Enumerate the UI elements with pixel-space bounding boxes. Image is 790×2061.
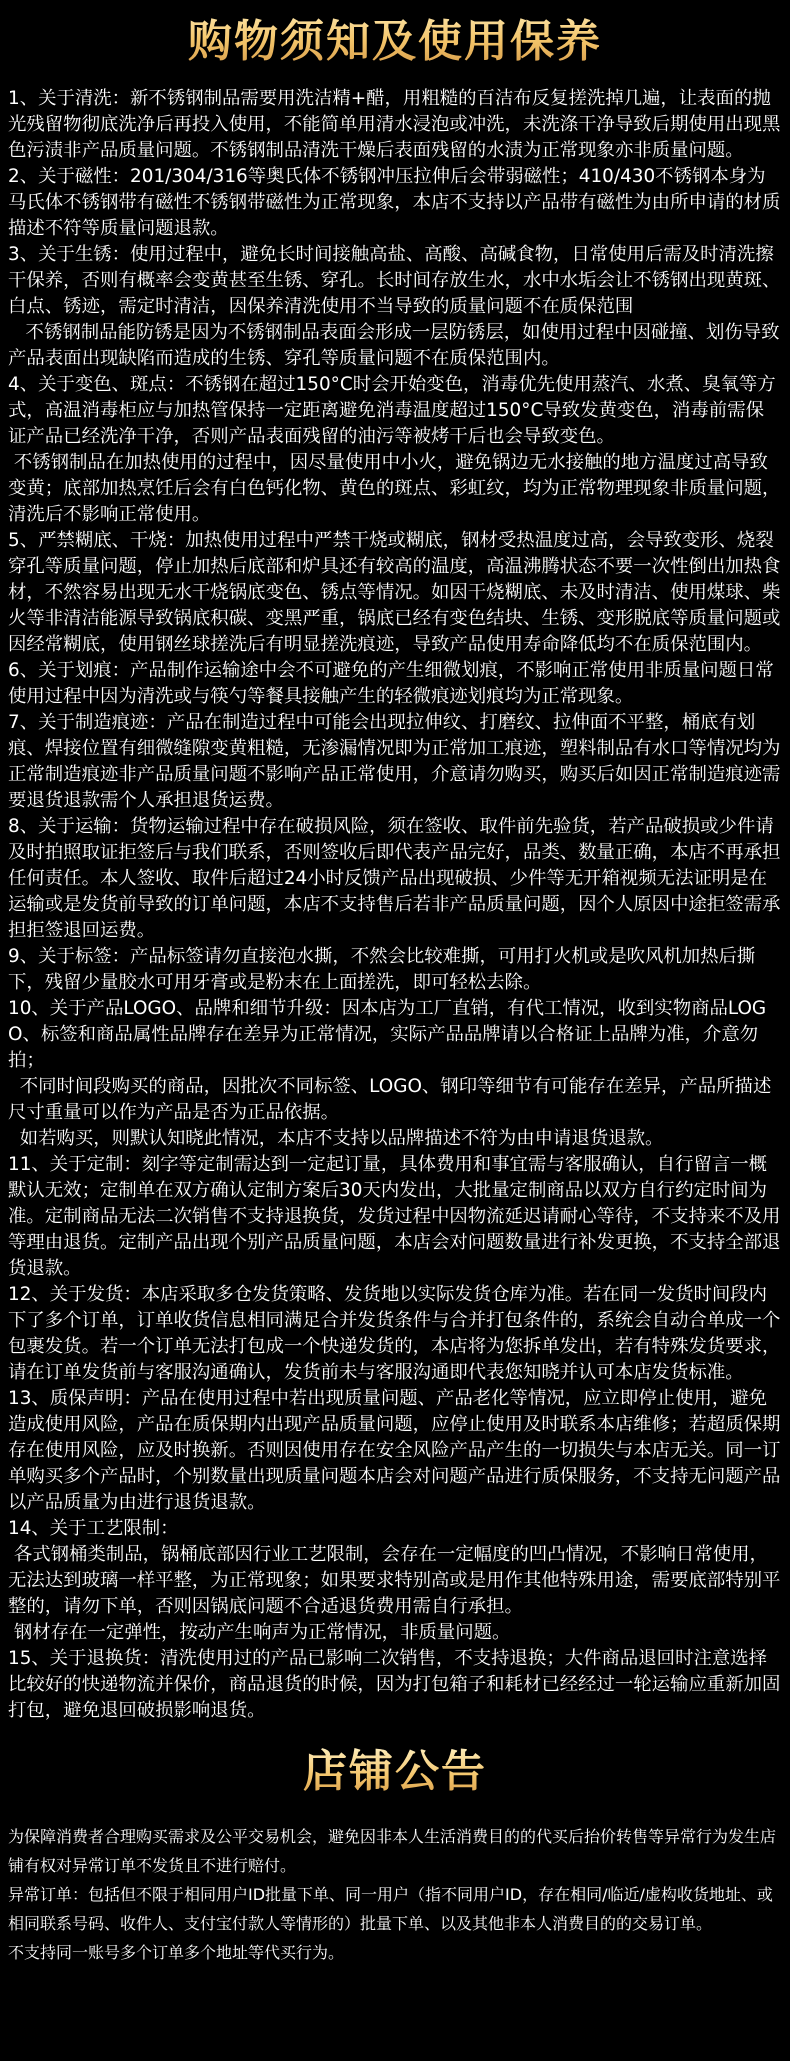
rule-item: 2、关于磁性：201/304/316等奥氏体不锈钢冲压拉伸后会带弱磁性；410/430不锈钢本身为马氏体不锈钢带有磁性不锈钢带磁性为正常现象，本店不支持以产品带有磁性为由所申请的材质描述不符等质量问题退款。 bbox=[8, 166, 781, 239]
rule-item: 6、关于划痕：产品制作运输途中会不可避免的产生细微划痕，不影响正常使用非质量问题日常使用过程中因为清洗或与筷勺等餐具接触产生的轻微痕迹划痕均为正常现象。 bbox=[8, 660, 774, 707]
rule-item: 9、关于标签：产品标签请勿直接泡水撕，不然会比较难撕，可用打火机或是吹风机加热后撕下，残留少量胶水可用牙膏或是粉末在上面搓洗，即可轻松去除。 bbox=[8, 946, 756, 993]
rule-item: 12、关于发货：本店采取多仓发货策略、发货地以实际发货仓库为准。若在同一发货时间段内下了多个订单，订单收货信息相同满足合并发货条件与合并打包条件的，系统会自动合单成一个包裹发货。若一个订单无法打包成一个快递发货的，本店将为您拆单发出，若有特殊发货要求，请在订单发货前与客服沟通确认，发货前未与客服沟通即代表您知晓并认可本店发货标准。 bbox=[8, 1284, 781, 1383]
rule-item: 1、关于清洗：新不锈钢制品需要用洗洁精+醋，用粗糙的百洁布反复搓洗掉几遍，让表面的抛光残留物彻底洗净后再投入使用，不能简单用清水浸泡或冲洗，未洗涤干净导致后期使用出现黑色污渍非产品质量问题。不锈钢制品清洗干燥后表面残留的水渍为正常现象亦非质量问题。 bbox=[8, 88, 781, 161]
rule-item: 3、关于生锈：使用过程中，避免长时间接触高盐、高酸、高碱食物，日常使用后需及时清洗擦干保养，否则有概率会变黄甚至生锈、穿孔。长时间存放生水，水中水垢会让不锈钢出现黄斑、白点、锈迹，需定时清洁，因保养清洗使用不当导致的质量问题不在质保范围 不锈钢制品能防锈是因为不锈钢制品表面会形成一层防锈层，如使用过程中因碰撞、划伤导致产品表面出现缺陷而造成的生锈、穿孔等质量问题不在质保范围内。 bbox=[8, 244, 781, 369]
notice-item: 不支持同一账号多个订单多个地址等代买行为。 bbox=[8, 1943, 345, 1962]
notice-list bbox=[8, 1822, 782, 1967]
rule-item: 5、严禁糊底、干烧：加热使用过程中严禁干烧或糊底，钢材受热温度过高，会导致变形、烧裂穿孔等质量问题，停止加热后底部和炉具还有较高的温度，高温沸腾状态不要一次性倒出加热食材，不然容易出现无水干烧锅底变色、锈点等情况。如因干烧糊底、未及时清洁、使用煤球、柴火等非清洁能源导致锅底积碳、变黑严重，锅底已经有变色结块、生锈、变形脱底等质量问题或因经常糊底，使用钢丝球搓洗后有明显搓洗痕迹，导致产品使用寿命降低均不在质保范围内。 bbox=[8, 530, 781, 655]
rule-item: 8、关于运输：货物运输过程中存在破损风险，须在签收、取件前先验货，若产品破损或少件请及时拍照取证拒签后与我们联系，否则签收后即代表产品完好，品类、数量正确，本店不再承担任何责任。本人签收、取件后超过24小时反馈产品出现破损、少件等无开箱视频无法证明是在运输或是发货前导致的订单问题，本店不支持售后若非产品质量问题，因个人原因中途拒签需承担拒签退回运费。 bbox=[8, 816, 781, 941]
notice-title: 店铺公告 bbox=[8, 1744, 782, 1808]
notice-item: 异常订单：包括但不限于相同用户ID批量下单、同一用户（指不同用户ID，存在相同/临近/虚构收货地址、或相同联系号码、收件人、支付宝付款人等情形的）批量下单、以及其他非本人消费目的的交易订单。 bbox=[8, 1885, 773, 1933]
rule-item: 11、关于定制：刻字等定制需达到一定起订量，具体费用和事宜需与客服确认，自行留言一概默认无效；定制单在双方确认定制方案后30天内发出，大批量定制商品以双方自行约定时间为准。定制商品无法二次销售不支持退换货，发货过程中因物流延迟请耐心等待，不支持来不及用等理由退货。定制产品出现个别产品质量问题，本店会对问题数量进行补发更换，不支持全部退货退款。 bbox=[8, 1154, 781, 1279]
rule-item: 4、关于变色、斑点：不锈钢在超过150°C时会开始变色，消毒优先使用蒸汽、水煮、臭氧等方式，高温消毒柜应与加热管保持一定距离避免消毒温度超过150°C导致发黄变色，消毒前需保证产品已经洗净干净，否则产品表面残留的油污等被烤干后也会导致变色。 不锈钢制品在加热使用的过程中，因尽量使用中小火，避免锅边无水接触的地方温度过高导致变黄；底部加热烹饪后会有白色钙化物、黄色的斑点、彩虹纹，均为正常物理现象非质量问题，清洗后不影响正常使用。 bbox=[8, 374, 781, 525]
rule-item: 13、质保声明：产品在使用过程中若出现质量问题、产品老化等情况，应立即停止使用，避免造成使用风险，产品在质保期内出现产品质量问题，应停止使用及时联系本店维修；若超质保期存在使用风险，应及时换新。否则因使用存在安全风险产品产生的一切损失与本店无关。同一订单购买多个产品时，个别数量出现质量问题本店会对问题产品进行质保服务，不支持无问题产品以产品质量为由进行退货退款。 bbox=[8, 1388, 781, 1513]
rules-list bbox=[8, 86, 782, 1724]
rule-item: 7、关于制造痕迹：产品在制造过程中可能会出现拉伸纹、打磨纹、拉伸面不平整，桶底有划痕、焊接位置有细微缝隙变黄粗糙，无渗漏情况即为正常加工痕迹，塑料制品有水口等情况均为正常制造痕迹非产品质量问题不影响产品正常使用，介意请勿购买，购买后如因正常制造痕迹需要退货退款需个人承担退货运费。 bbox=[8, 712, 781, 811]
rule-item: 10、关于产品LOGO、品牌和细节升级：因本店为工厂直销，有代工情况，收到实物商品LOGO、标签和商品属性品牌存在差异为正常情况，实际产品品牌请以合格证上品牌为准，介意勿拍； 不同时间段购买的商品，因批次不同标签、LOGO、钢印等细节有可能存在差异，产品所描述尺寸重量可以作为产品是否为正品依据。 如若购买，则默认知晓此情况，本店不支持以品牌描述不符为由申请退货退款。 bbox=[8, 998, 772, 1149]
rule-item: 15、关于退换货：清洗使用过的产品已影响二次销售，不支持退换；大件商品退回时注意选择比较好的快递物流并保价，商品退货的时候，因为打包箱子和耗材已经经过一轮运输应重新加固打包，避免退回破损影响退货。 bbox=[8, 1648, 781, 1721]
page-title: 购物须知及使用保养 bbox=[8, 0, 782, 80]
rule-item: 14、关于工艺限制： 各式钢桶类制品，锅桶底部因行业工艺限制，会存在一定幅度的凹凸情况，不影响日常使用，无法达到玻璃一样平整，为正常现象；如果要求特别高或是用作其他特殊用途，需要底部特别平整的，请勿下单，否则因锅底问题不合适退货费用需自行承担。 钢材存在一定弹性，按动产生响声为正常情况，非质量问题。 bbox=[8, 1518, 781, 1643]
notice-item: 为保障消费者合理购买需求及公平交易机会，避免因非本人生活消费目的的代买后抬价转售等异常行为发生店铺有权对异常订单不发货且不进行赔付。 bbox=[8, 1827, 777, 1875]
